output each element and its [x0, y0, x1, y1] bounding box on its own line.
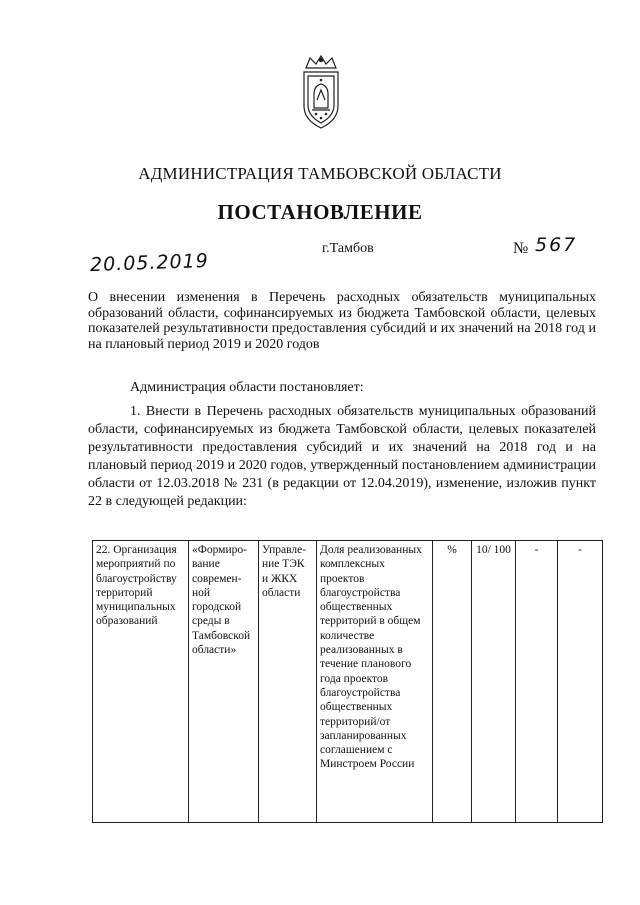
table-row	[93, 541, 603, 823]
paragraph-item-1: 1. Внести в Перечень расходных обязательств муниципальных образований области, софинансируемых из бюджета Тамбовской области, целевых показателей результативности предоставления субсидий и их значений на 2018 год и на плановый период 2019 и 2020 годов, утвержденный постановлением администрации области от 12.03.2018 № 231 (в редакции от 12.04.2019), изменение, изложив пункт 22 в следующей редакции:	[88, 404, 596, 509]
document-type-title: ПОСТАНОВЛЕНИЕ	[217, 200, 423, 224]
tambov-coat-of-arms-icon	[300, 54, 342, 132]
number-sign: №	[513, 240, 529, 257]
cell-indicator: Доля реализованных комплексных проектов благоустройства общественных территорий в общем количестве реализованных в течение планового года проектов благоустройства общественных территорий/от запланированных соглашением с Минстроем России	[317, 541, 433, 823]
handwritten-date: 20.05.2019	[89, 249, 210, 277]
preamble-text: Администрация области постановляет:	[130, 380, 364, 395]
cell-value-2019: -	[516, 541, 558, 823]
city-label: г.Тамбов	[322, 241, 374, 256]
cell-program: «Формиро-вание современ-ной городской среды в Тамбовской области»	[189, 541, 259, 823]
cell-activity: 22. Организация мероприятий по благоустройству территорий муниципальных образований	[93, 541, 189, 823]
cell-value-2020: -	[558, 541, 603, 823]
resolution-subject: О внесении изменения в Перечень расходных обязательств муниципальных образований области, софинансируемых из бюджета Тамбовской области, целевых показателей результативности предоставления субсидий и их значений на 2018 год и на плановый период 2019 и 2020 годов	[88, 290, 596, 352]
cell-executor: Управле-ние ТЭК и ЖКХ области	[259, 541, 317, 823]
organization-name: АДМИНИСТРАЦИЯ ТАМБОВСКОЙ ОБЛАСТИ	[138, 164, 502, 183]
cell-unit: %	[433, 541, 472, 823]
coat-of-arms-emblem	[300, 54, 342, 132]
cell-value-2018: 10/ 100	[472, 541, 516, 823]
handwritten-document-number: 567	[535, 234, 578, 256]
amendment-table	[92, 540, 603, 823]
